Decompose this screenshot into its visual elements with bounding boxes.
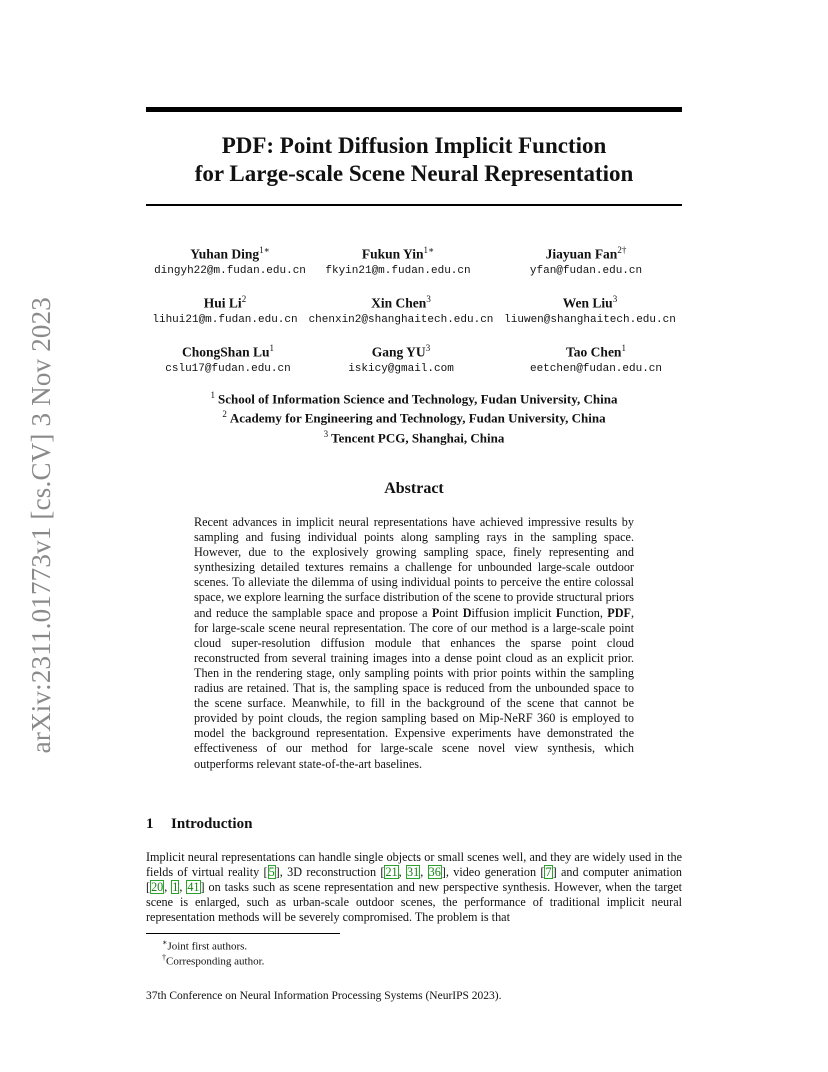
author-affiliation-mark: 1 [269,343,274,353]
conference-footer: 37th Conference on Neural Information Processing Systems (NeurIPS 2023). [146,990,502,1002]
abstract-text: iffusion implicit [471,605,556,620]
title-top-rule [146,107,682,112]
author-email[interactable]: dingyh22@m.fudan.edu.cn [154,264,306,277]
author-name: Tao Chen [566,344,622,360]
body-text: , [398,865,407,880]
section-heading [146,816,252,833]
citation-link[interactable]: 1 [172,880,179,895]
author-name: ChongShan Lu [182,344,270,360]
author-name: Hui Li [203,295,242,311]
author-block [486,340,706,377]
citation-link[interactable]: 41 [187,880,200,895]
author-email[interactable]: lihui21@m.fudan.edu.cn [152,313,298,326]
footnote-mark: † [162,953,166,962]
footnote [162,951,264,969]
author-email[interactable]: cslu17@fudan.edu.cn [165,362,291,375]
author-email[interactable]: eetchen@fudan.edu.cn [529,362,663,375]
abstract-text: , for large-scale scene neural representation. The core of our method is a large-scale point cloud super-resolution diffusion module that enhances the sparse point cloud reconstructed from several training images into a dense point cloud as an explicit prior. Then in the rendering stage, only sampling points with prior points within the sampling radius are retained. That is, the sampling space is reduced from the unbounded space to the scene surface. Meanwhile, to fill in the background of the scene that cannot be provided by point clouds, the region sampling based on Mip-NeRF 360 is employed to model the background representation. Expensive experiments have demonstrated the effectiveness of our method for large-scale scene novel view synthesis, which outperforms relevant state-of-the-art baselines. [194,605,634,771]
abstract-emphasis: D [462,605,472,620]
footnote-rule [146,933,340,934]
body-text: ], video generation [ [441,865,545,880]
arxiv-stamp-text: arXiv:2311.01773v1 [cs.CV] 3 Nov 2023 [25,296,56,754]
author-email[interactable]: chenxin2@shanghaitech.edu.cn [308,313,494,326]
body-text: , [164,880,172,895]
abstract-emphasis: F [555,605,564,620]
title-line-1: PDF: Point Diffusion Implicit Function [221,133,607,158]
author-email[interactable]: iskicy@gmail.com [348,362,454,375]
author-name: Yuhan Ding [190,246,260,262]
author-affiliation-mark: 2 [241,294,247,304]
affiliation-mark: 3 [323,429,329,439]
citation-link[interactable]: 7 [545,865,552,880]
citation-link[interactable]: 20 [151,880,164,895]
affiliation-mark: 1 [210,390,216,400]
author-name: Fukun Yin [361,246,424,262]
author-block [291,291,511,328]
arxiv-identifier-stamp [22,290,60,760]
author-block [480,291,700,328]
affiliation-line [146,425,682,447]
author-affiliation-mark: 3 [425,343,431,353]
citation-link[interactable]: 5 [268,865,275,880]
author-affiliation-mark: 1∗ [423,245,435,255]
author-affiliation-mark: 1 [621,343,626,353]
section-title: Introduction [171,816,253,832]
author-name: Wen Liu [562,295,613,311]
citation-link[interactable]: 21 [385,865,398,880]
author-block [288,242,508,279]
footnote-text: Corresponding author. [166,955,265,968]
affiliation-text: Academy for Engineering and Technology, Fudan University, China [229,410,606,426]
author-affiliation-mark: 3 [426,294,431,304]
abstract-body [194,515,634,772]
body-text: , [420,865,428,880]
author-name: Jiayuan Fan [545,246,618,262]
title-line-2: for Large-scale Scene Neural Representation [194,161,634,186]
abstract-emphasis: PDF [607,605,631,620]
abstract-text: unction, [563,605,608,620]
author-name: Xin Chen [371,295,427,311]
abstract-text: Recent advances in implicit neural representations have achieved impressive results by sampling and fusing individual points along sampling rays in the sampling space. However, due to the explosively growing sampling space, finely representing and synthesizing detailed textures remains a challenge for unbounded large-scale outdoor scenes. To alleviate the dilemma of using individual points to perceive the entire colossal space, we explore learning the surface distribution of the scene to provide structural priors and reduce the samplable space and propose a [194,515,634,620]
body-text: ] and computer animation [ [146,865,683,895]
abstract-emphasis: P [431,605,440,620]
section-number: 1 [146,816,154,832]
body-text: Implicit neural representations can handle single objects or small scenes well, and they are widely used in the fields of virtual reality [ [146,850,682,880]
paper-title [146,132,682,188]
affiliation-text: School of Information Science and Technology, Fudan University, China [218,391,618,407]
author-email[interactable]: liuwen@shanghaitech.edu.cn [504,313,676,326]
author-affiliation-mark: 1∗ [259,245,270,255]
introduction-paragraph [146,850,682,925]
body-text: ], 3D reconstruction [ [275,865,385,880]
author-block [476,242,696,279]
citation-link[interactable]: 31 [407,865,420,880]
author-block [291,340,511,377]
author-email[interactable]: fkyin21@m.fudan.edu.cn [325,264,471,277]
affiliation-line [146,405,682,427]
affiliation-mark: 2 [222,409,227,419]
footnote-mark: ∗ [162,938,168,947]
body-text: ] on tasks such as scene representation and new perspective synthesis. However, when the target scene is enlarged, such as urban-scale outdoor scenes, the performance of traditional implicit neural representation methods will be severely compromised. The problem is that [146,880,682,925]
author-name: Gang YU [371,344,426,360]
title-bottom-rule [146,204,682,206]
body-text: , [179,880,187,895]
footnote-text: Joint first authors. [167,940,248,953]
abstract-heading: Abstract [384,480,444,497]
affiliation-text: Tencent PCG, Shanghai, China [331,430,505,446]
author-email[interactable]: yfan@fudan.edu.cn [529,264,643,277]
author-affiliation-mark: 3 [612,294,618,304]
citation-link[interactable]: 36 [428,865,441,880]
author-affiliation-mark: 2† [617,245,627,255]
abstract-text: oint [439,605,463,620]
